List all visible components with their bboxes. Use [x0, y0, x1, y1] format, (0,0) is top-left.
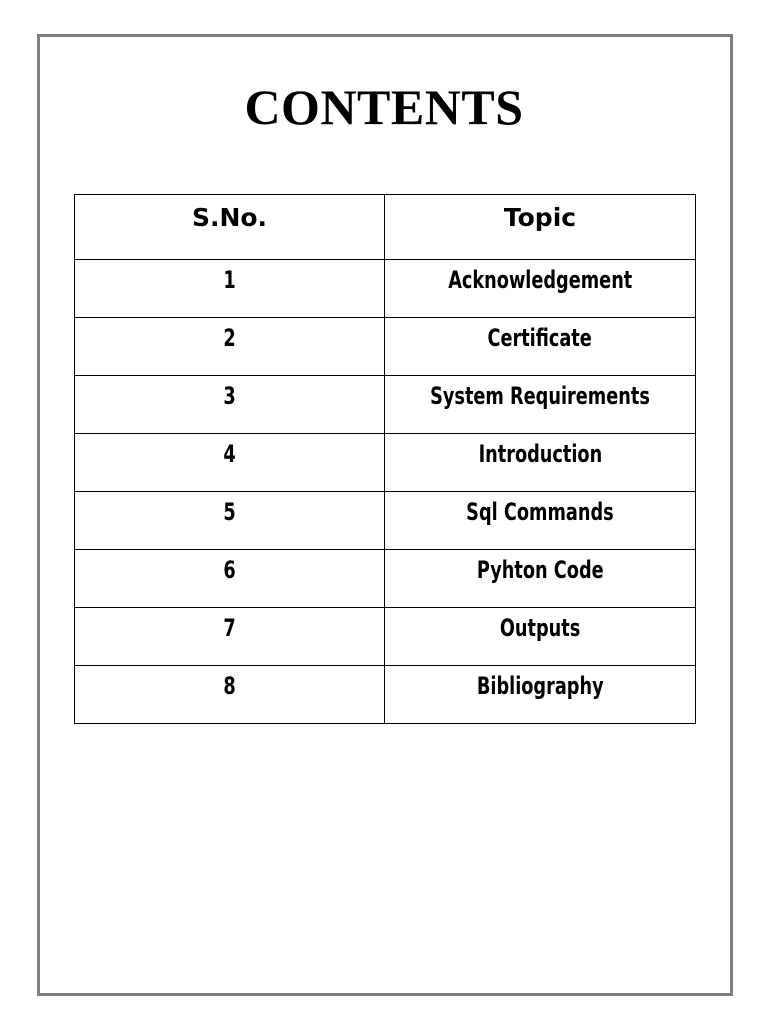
row-sno	[75, 608, 385, 666]
column-header-topic: Topic	[385, 195, 696, 260]
topic-value: Sql Commands	[466, 498, 614, 526]
sno-value: 2	[223, 324, 236, 352]
row-topic	[385, 550, 696, 608]
table-header-row	[75, 195, 696, 260]
row-sno	[75, 376, 385, 434]
table-row	[75, 608, 696, 666]
row-topic	[385, 376, 696, 434]
page-title: CONTENTS	[244, 79, 524, 135]
sno-value: 3	[223, 382, 236, 410]
row-sno	[75, 666, 385, 724]
topic-value: Acknowledgement	[447, 266, 633, 294]
sno-value: 1	[223, 266, 236, 294]
row-topic	[385, 260, 696, 318]
row-sno	[75, 434, 385, 492]
sno-value: 7	[223, 614, 236, 642]
sno-value: 4	[223, 440, 236, 468]
column-header-sno: S.No.	[75, 195, 385, 260]
table-row	[75, 376, 696, 434]
table-row	[75, 666, 696, 724]
topic-value: System Requirements	[430, 382, 650, 410]
topic-value: Pyhton Code	[476, 556, 604, 584]
topic-value: Bibliography	[476, 672, 604, 700]
table-row	[75, 434, 696, 492]
topic-value: Certificate	[487, 324, 593, 352]
row-topic	[385, 608, 696, 666]
table-row	[75, 318, 696, 376]
topic-value: Introduction	[478, 440, 602, 468]
row-topic	[385, 318, 696, 376]
row-sno	[75, 550, 385, 608]
table-row	[75, 260, 696, 318]
topic-value: Outputs	[499, 614, 581, 642]
row-topic	[385, 492, 696, 550]
table-row	[75, 492, 696, 550]
sno-value: 5	[223, 498, 236, 526]
sno-value: 6	[223, 556, 236, 584]
row-sno	[75, 260, 385, 318]
row-topic	[385, 434, 696, 492]
table-row	[75, 550, 696, 608]
row-sno	[75, 492, 385, 550]
sno-value: 8	[223, 672, 236, 700]
row-sno	[75, 318, 385, 376]
row-topic	[385, 666, 696, 724]
contents-table	[74, 194, 696, 724]
